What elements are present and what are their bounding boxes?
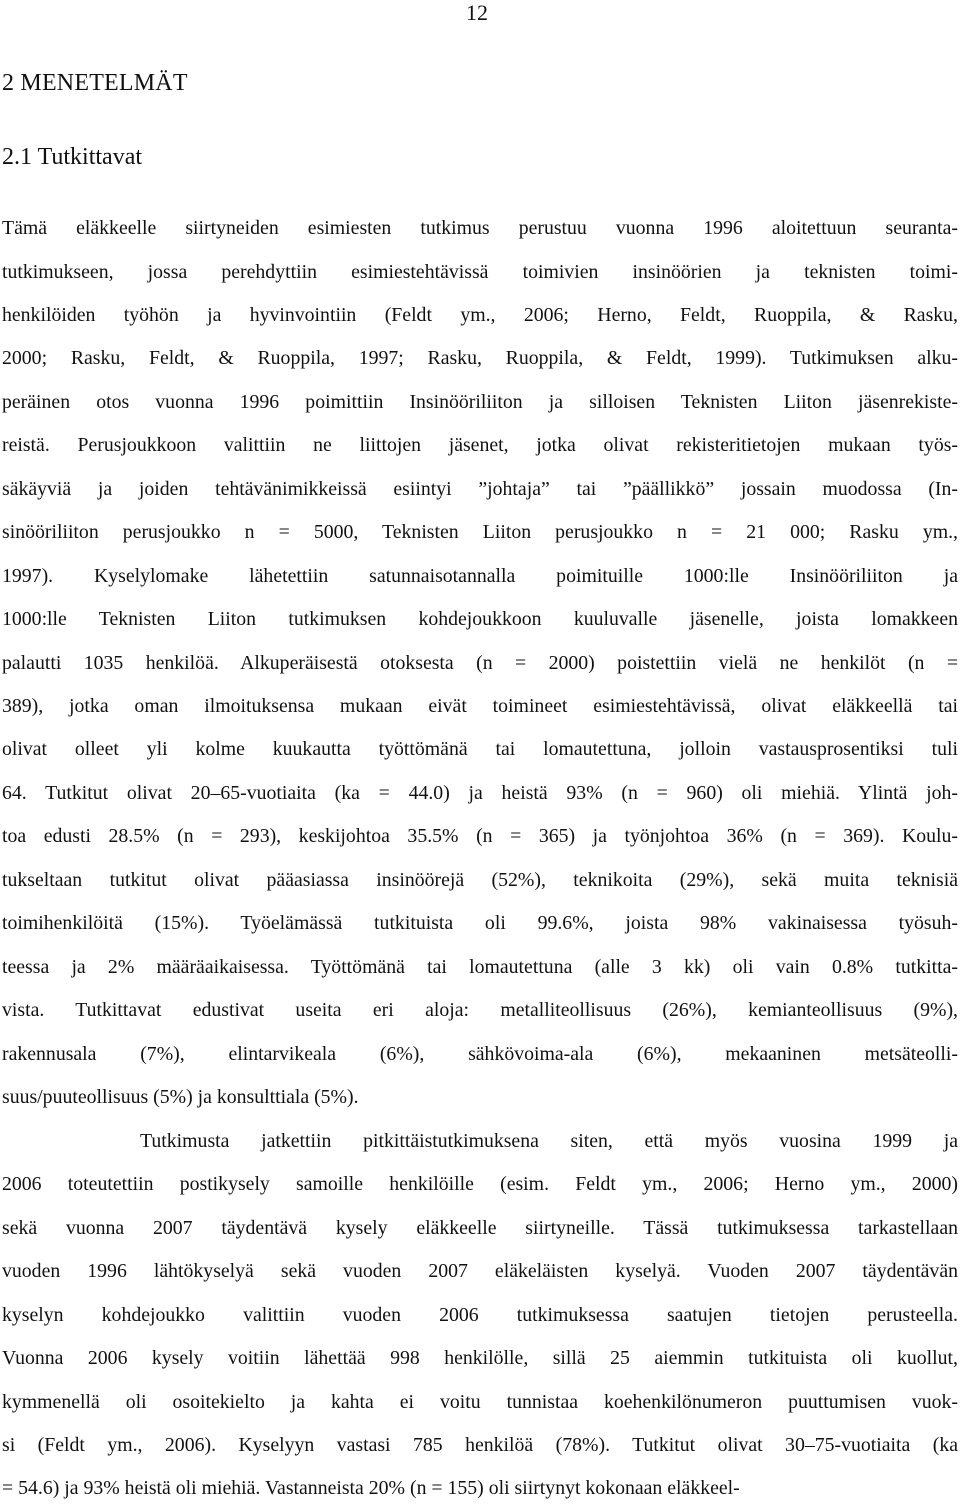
text-line: vista. Tutkittavat edustivat useita eri aloja: metalliteollisuus (26%), kemianteollisuus (9%), — [2, 999, 958, 1021]
text-line: palautti 1035 henkilöä. Alkuperäisestä otoksesta (n = 2000) poistettiin vielä ne henkilöt (n = — [2, 652, 958, 674]
text-line: sinööriliiton perusjoukko n = 5000, Teknisten Liiton perusjoukko n = 21 000; Rasku ym., — [2, 521, 958, 543]
text-line: toa edusti 28.5% (n = 293), keskijohtoa 35.5% (n = 365) ja työnjohtoa 36% (n = 369). Koulu- — [2, 825, 958, 847]
chapter-heading: 2 MENETELMÄT — [2, 70, 188, 96]
text-line: peräinen otos vuonna 1996 poimittiin Insinööriliiton ja silloisen Teknisten Liiton jäsenrekiste- — [2, 391, 958, 413]
text-line: sekä vuonna 2007 täydentävä kysely eläkkeelle siirtyneille. Tässä tutkimuksessa tarkastellaan — [2, 1217, 958, 1239]
text-line: olivat olleet yli kolme kuukautta työttömänä tai lomautettuna, jolloin vastausprosentiksi tuli — [2, 738, 958, 760]
page-number: 12 — [466, 0, 488, 25]
text-line: 389), jotka oman ilmoituksensa mukaan eivät toimineet esimiestehtävissä, olivat eläkkeellä tai — [2, 695, 958, 717]
text-line: si (Feldt ym., 2006). Kyselyyn vastasi 785 henkilöä (78%). Tutkitut olivat 30–75-vuotiaita (ka — [2, 1434, 958, 1456]
text-line: kymmenellä oli osoitekielto ja kahta ei voitu tunnistaa koehenkilönumeron puuttumisen vuok- — [2, 1391, 958, 1413]
text-line: säkäyviä ja joiden tehtävänimikkeissä esiintyi ”johtaja” tai ”päällikkö” jossain muodossa (In- — [2, 478, 958, 500]
text-line: 1000:lle Teknisten Liiton tutkimuksen kohdejoukkoon kuuluvalle jäsenelle, joista lomakkeen — [2, 608, 958, 630]
text-line: 2006 toteutettiin postikysely samoille henkilöille (esim. Feldt ym., 2006; Herno ym., 2000) — [2, 1173, 958, 1195]
text-line: 2000; Rasku, Feldt, & Ruoppila, 1997; Rasku, Ruoppila, & Feldt, 1999). Tutkimuksen alku- — [2, 347, 958, 369]
text-line: teessa ja 2% määräaikaisessa. Työttömänä tai lomautettuna (alle 3 kk) oli vain 0.8% tutkitta- — [2, 956, 958, 978]
section-heading: 2.1 Tutkittavat — [2, 144, 143, 170]
text-line: 1997). Kyselylomake lähetettiin satunnaisotannalla poimituille 1000:lle Insinööriliiton ja — [2, 565, 958, 587]
text-line: Tämä eläkkeelle siirtyneiden esimiesten tutkimus perustuu vuonna 1996 aloitettuun seuranta- — [2, 217, 958, 239]
text-line: kyselyn kohdejoukko valittiin vuoden 2006 tutkimuksessa saatujen tietojen perusteella. — [2, 1304, 958, 1326]
text-line: tukseltaan tutkitut olivat pääasiassa insinöörejä (52%), teknikoita (29%), sekä muita teknisiä — [2, 869, 958, 891]
text-line: reistä. Perusjoukkoon valittiin ne liittojen jäsenet, jotka olivat rekisteritietojen mukaan työs- — [2, 434, 958, 456]
text-line: rakennusala (7%), elintarvikeala (6%), sähkövoima-ala (6%), mekaaninen metsäteolli- — [2, 1043, 958, 1065]
text-line: toimihenkilöitä (15%). Työelämässä tutkituista oli 99.6%, joista 98% vakinaisessa työsuh- — [2, 912, 958, 934]
text-line: Vuonna 2006 kysely voitiin lähettää 998 henkilölle, sillä 25 aiemmin tutkituista oli kuollut, — [2, 1347, 958, 1369]
text-line: Tutkimusta jatkettiin pitkittäistutkimuksena siten, että myös vuosina 1999 ja — [140, 1130, 958, 1152]
text-line: vuoden 1996 lähtökyselyä sekä vuoden 2007 eläkeläisten kyselyä. Vuoden 2007 täydentävän — [2, 1260, 958, 1282]
text-line: suus/puuteollisuus (5%) ja konsulttiala (5%). — [2, 1086, 359, 1108]
text-line: tutkimukseen, jossa perehdyttiin esimiestehtävissä toimivien insinöörien ja teknisten toimi- — [2, 261, 958, 283]
text-line: 64. Tutkitut olivat 20–65-vuotiaita (ka = 44.0) ja heistä 93% (n = 960) oli miehiä. Ylintä joh- — [2, 782, 958, 804]
text-line: = 54.6) ja 93% heistä oli miehiä. Vastanneista 20% (n = 155) oli siirtynyt kokonaan eläkkeel- — [2, 1477, 740, 1499]
text-line: henkilöiden työhön ja hyvinvointiin (Feldt ym., 2006; Herno, Feldt, Ruoppila, & Rasku, — [2, 304, 958, 326]
